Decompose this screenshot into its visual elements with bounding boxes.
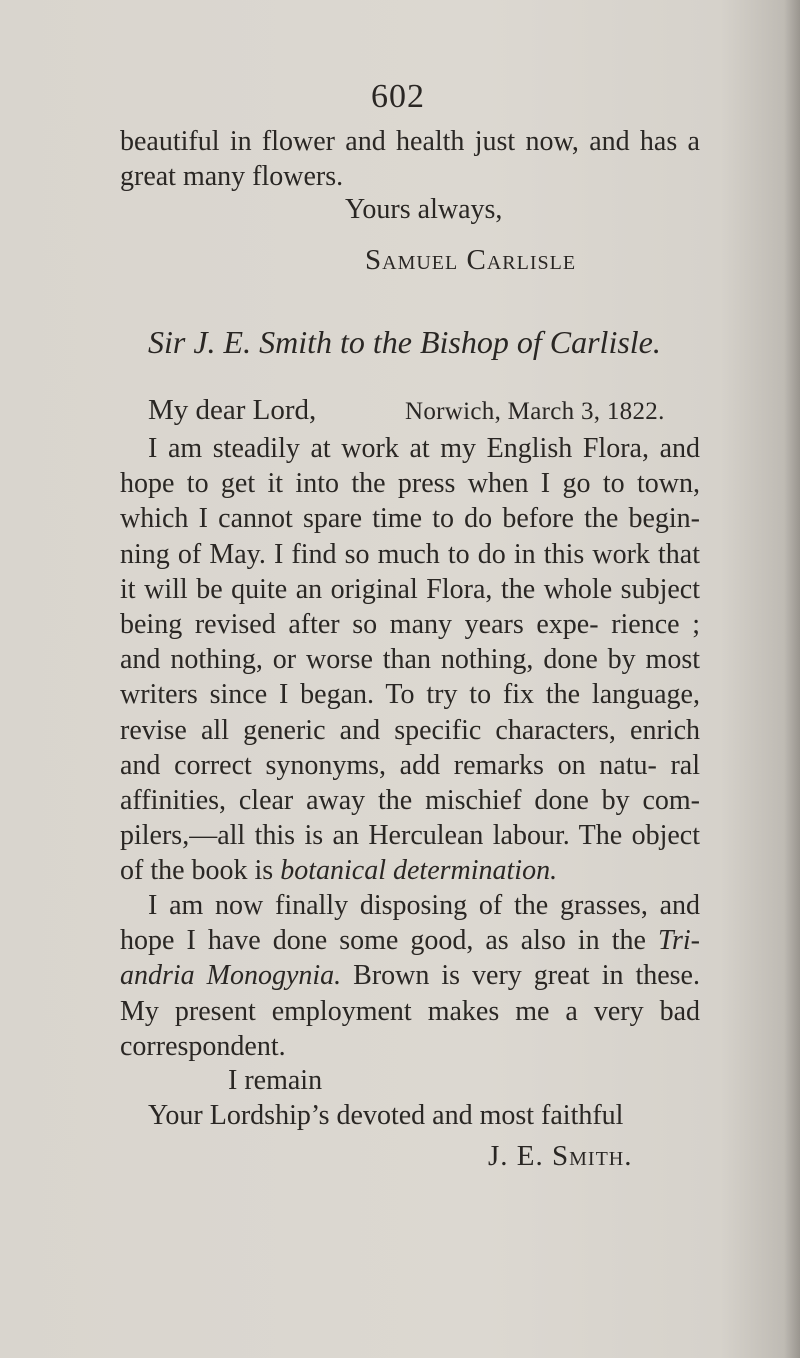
letter1-closing: Yours always,: [345, 194, 503, 225]
letter2-dateline: Norwich, March 3, 1822.: [405, 398, 665, 425]
paragraph-2-emphasis: Tri- andria Monogynia.: [120, 925, 700, 992]
page-number: 602: [371, 78, 425, 115]
letter-continuation-text: beautiful in flower and health just now, and has a great many flowers.: [120, 126, 700, 193]
letter2-heading: Sir J. E. Smith to the Bishop of Carlisle.: [148, 324, 661, 360]
letter2-paragraph-1: [120, 431, 700, 889]
letter2-salutation: My dear Lord,: [148, 394, 317, 426]
paragraph-1-emphasis: botanical determination.: [280, 855, 558, 887]
letter1-signature: Samuel Carlisle: [365, 244, 577, 276]
paragraph-2-tail: Brown is very great in these. My present employment makes me a very bad correspondent.: [120, 960, 700, 1062]
page-edge-shadow: [784, 0, 800, 1358]
letter2-paragraph-2: [120, 888, 700, 1064]
letter2-closing: Your Lordship’s devoted and most faithful: [148, 1100, 624, 1131]
paragraph-2-text: I am now finally disposing of the grasses, and hope I have done some good, as also in the: [120, 890, 700, 957]
letter2-signature: J. E. Smith.: [488, 1140, 633, 1172]
paragraph-1-text: I am steadily at work at my English Flora, and hope to get it into the press when I go to town, which I cannot spare time to do before the begin- ning of May. I find so much to do in this work that it will be quite an original Flora, the whole subject being revised after so many years expe- rience ; and nothing, or worse than nothing, done by most writers since I began. To try to fix the language, revise all generic and specific characters, enrich and correct synonyms, add remarks on natu- ral affinities, clear away the mischief done by com- pilers,—all this is an Herculean labour. The object of the book is: [120, 433, 700, 887]
letter2-remain: I remain: [228, 1065, 323, 1096]
